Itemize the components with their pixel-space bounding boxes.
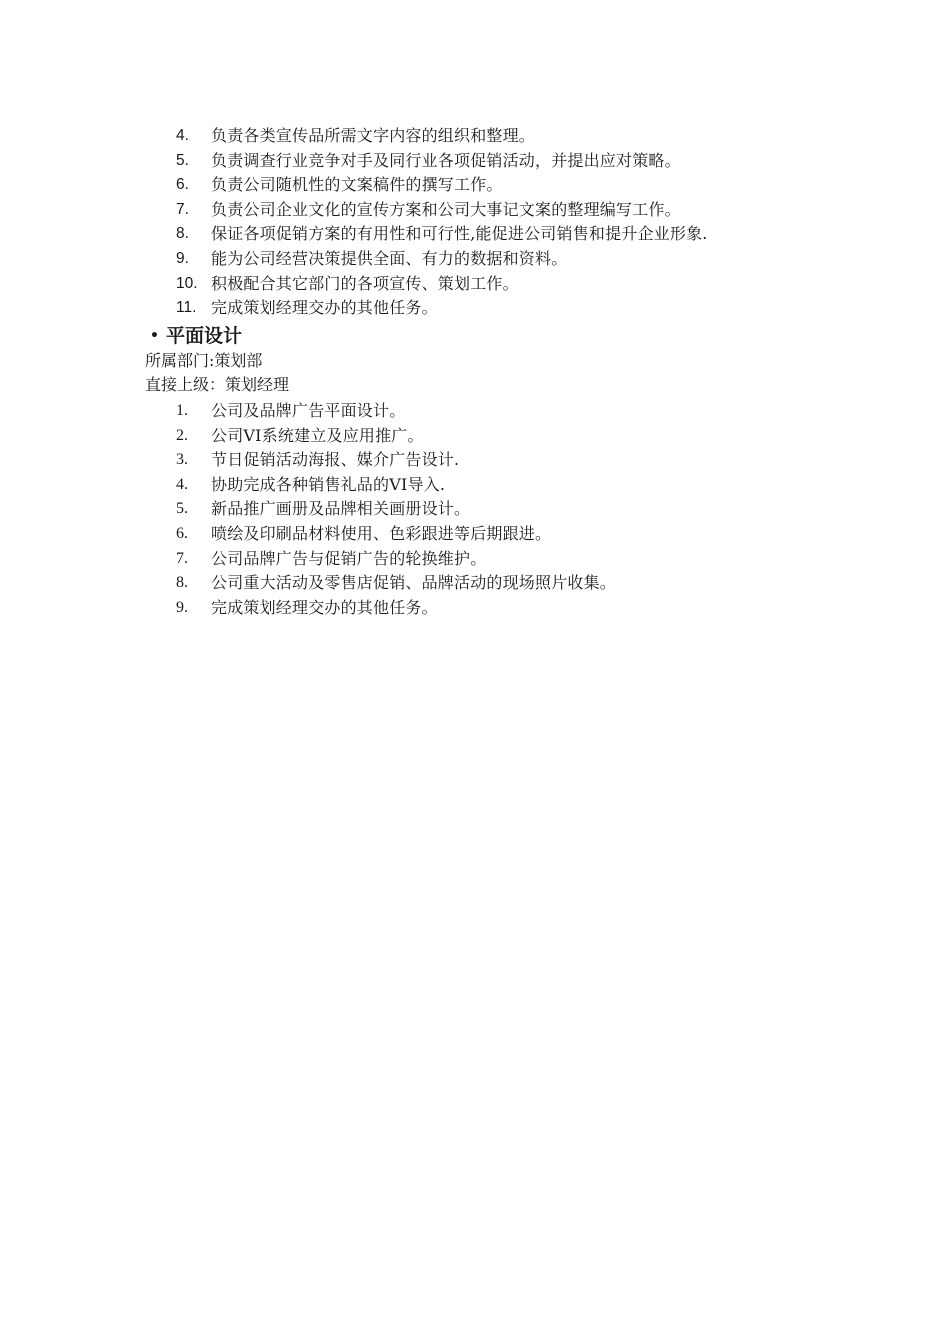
heading-bullet: • — [150, 328, 159, 344]
list-number: 3. — [176, 451, 188, 469]
list-number: 2. — [176, 426, 188, 444]
list-text: 负责调查行业竞争对手及同行业各项促销活动，并提出应对策略。 — [211, 150, 681, 170]
section-title: 平面设计 — [166, 325, 243, 347]
list-number: 10. — [176, 274, 198, 292]
list-text: 负责公司随机性的文案稿件的撰写工作。 — [211, 175, 503, 195]
list-text: 公司重大活动及零售店促销、品牌活动的现场照片收集。 — [211, 573, 617, 593]
list-number: 7. — [176, 200, 189, 218]
list-text: 积极配合其它部门的各项宣传、策划工作。 — [211, 273, 519, 293]
list-number: 4. — [176, 127, 189, 144]
list-text: 新品推广画册及品牌相关画册设计。 — [211, 499, 471, 519]
section-heading — [150, 322, 242, 350]
list-text: 负责公司企业文化的宣传方案和公司大事记文案的整理编写工作。 — [211, 199, 681, 219]
list-text: 协助完成各种销售礼品的VI导入. — [211, 474, 446, 494]
list-number: 5. — [176, 500, 188, 518]
list-text: 能为公司经营决策提供全面、有力的数据和资料。 — [211, 248, 568, 268]
list-number: 9. — [176, 249, 189, 267]
list-text: 负责各类宣传品所需文字内容的组织和整理。 — [211, 126, 536, 145]
list-number: 5. — [176, 151, 189, 169]
list-text: 完成策划经理交办的其他任务。 — [211, 298, 438, 318]
list-number: 6. — [176, 176, 189, 194]
list-number: 4. — [176, 475, 188, 493]
list-number: 8. — [176, 574, 188, 592]
list-text: 公司VI系统建立及应用推广。 — [211, 425, 424, 445]
list-text: 节日促销活动海报、媒介广告设计. — [211, 450, 460, 470]
list-text: 保证各项促销方案的有用性和可行性,能促进公司销售和提升企业形象. — [211, 224, 708, 244]
list-text: 公司及品牌广告平面设计。 — [211, 401, 406, 420]
list-text: 喷绘及印刷品材料使用、色彩跟进等后期跟进。 — [211, 523, 552, 543]
list-number: 7. — [176, 549, 188, 567]
list-text: 公司品牌广告与促销广告的轮换维护。 — [211, 548, 487, 568]
list-number: 9. — [176, 598, 188, 616]
list-number: 11. — [176, 299, 197, 317]
department-line: 所属部门:策划部 — [145, 351, 263, 370]
supervisor-line: 直接上级：策划经理 — [145, 375, 290, 394]
list-text: 完成策划经理交办的其他任务。 — [211, 597, 438, 617]
list-number: 8. — [176, 225, 189, 243]
list-number: 1. — [176, 402, 188, 419]
list-number: 6. — [176, 524, 188, 542]
